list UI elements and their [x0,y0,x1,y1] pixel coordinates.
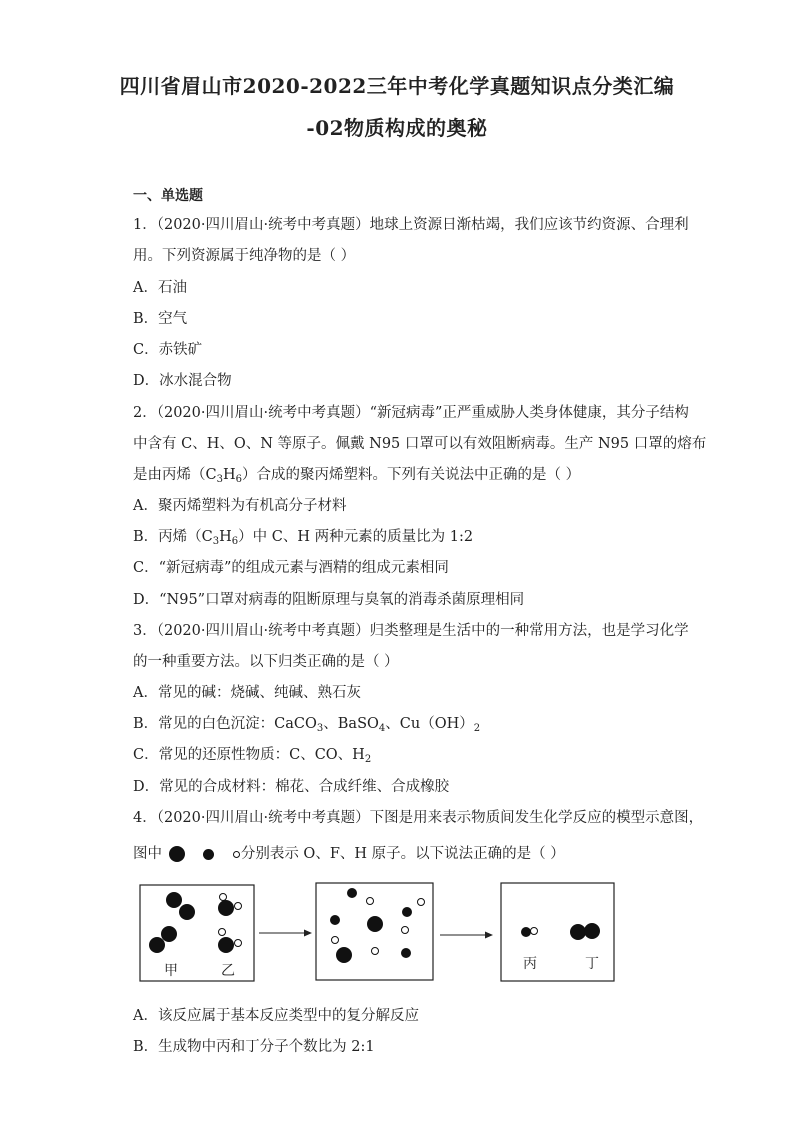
q2-option-a: A．聚丙烯塑料为有机高分子材料 [133,498,347,514]
q3-option-a: A．常见的碱：烧碱、纯碱、熟石灰 [133,685,361,701]
oxygen-atom [570,924,586,940]
hydrogen-atom [235,940,242,947]
intermediate-box [316,883,433,980]
q2-option-d: D．“N95”口罩对病毒的阻断原理与臭氧的消毒杀菌原理相同 [133,592,525,608]
q2-option-c: C．“新冠病毒”的组成元素与酒精的组成元素相同 [133,560,449,576]
oxygen-atom [161,926,177,942]
q2-stem-line1: 2．（2020·四川眉山·统考中考真题）“新冠病毒”正严重威胁人类身体健康，其分子结构 [133,405,689,421]
fluorine-atom [330,915,340,925]
reactant-jia-molecules [149,892,195,953]
q4-option-b: B．生成物中丙和丁分子个数比为 2:1 [133,1039,375,1055]
q4-stem-line2: 图中 分别表示 O、F、H 原子。以下说法正确的是（ ） [133,846,565,862]
q4-stem-line1: 4．（2020·四川眉山·统考中考真题）下图是用来表示物质间发生化学反应的模型示意图， [133,810,704,826]
products-box [501,883,614,981]
q1-option-c: C．赤铁矿 [133,342,203,358]
reactants-box [140,885,254,981]
fluorine-atom [402,907,412,917]
q1-option-b: B．空气 [133,311,188,327]
q1-stem-line2: 用。下列资源属于纯净物的是（ ） [133,248,356,264]
fluorine-atom [521,927,531,937]
q1-option-a: A．石油 [133,280,187,296]
hydrogen-atom [219,929,226,936]
hydrogen-atom-legend-icon [233,851,240,858]
q3-option-d: D．常见的合成材料：棉花、合成纤维、合成橡胶 [133,779,450,795]
q1-stem-line1: 1．（2020·四川眉山·统考中考真题）地球上资源日渐枯竭，我们应该节约资源、合理利 [133,217,689,233]
q3-option-b: B．常见的白色沉淀：CaCO$_3$、BaSO$_4$、$Cu(OH)_2$ [133,716,481,734]
oxygen-atom [218,937,234,953]
hydrogen-atom [235,903,242,910]
hydrogen-atom [367,898,374,905]
oxygen-atom [218,900,234,916]
oxygen-atom [179,904,195,920]
q2-option-b: B．丙烯$(C_3H_6)$中 C、H 两种元素的质量比为 1:2 [133,529,474,547]
oxygen-atom [367,916,383,932]
q2-stem-line3: 是由丙烯$(C_3H_6)$合成的聚丙烯塑料。下列有关说法中正确的是（ ） [133,467,581,485]
label-ding: 丁 [585,956,599,972]
product-ding-molecule [570,923,600,940]
label-bing: 丙 [523,956,537,972]
hydrogen-atom [220,894,227,901]
oxygen-atom [584,923,600,939]
section-heading: 一、单选题 [133,188,203,204]
oxygen-atom [166,892,182,908]
fluorine-atom [347,888,357,898]
oxygen-atom [336,947,352,963]
hydrogen-atom [531,928,538,935]
arrow-head-1 [304,930,312,937]
q3-stem-line2: 的一种重要方法。以下归类正确的是（ ） [133,654,399,670]
q3-stem-line1: 3．（2020·四川眉山·统考中考真题）归类整理是生活中的一种常用方法，也是学习化学 [133,623,689,639]
doc-title-line2: -02物质构成的奥秘 [306,116,488,140]
arrow-head-2 [485,932,493,939]
q1-option-d: D．冰水混合物 [133,373,232,389]
hydrogen-atom [418,899,425,906]
hydrogen-atom [372,948,379,955]
oxygen-atom [149,937,165,953]
q4-option-a: A．该反应属于基本反应类型中的复分解反应 [133,1008,419,1024]
oxygen-atom-legend-icon [169,846,185,862]
intermediate-atoms [330,888,425,963]
label-jia: 甲 [164,963,178,979]
label-yi: 乙 [221,963,235,979]
q2-stem-line2: 中含有 C、H、O、N 等原子。佩戴 N95 口罩可以有效阻断病毒。生产 N95 口罩的熔布 [133,436,707,452]
doc-title-line1: 四川省眉山市2020-2022三年中考化学真题知识点分类汇编 [119,74,675,98]
q3-option-c: C．常见的还原性物质：C、CO、$H_2$ [133,747,372,765]
product-bing-molecule [521,927,538,937]
fluorine-atom-legend-icon [203,849,214,860]
fluorine-atom [401,948,411,958]
hydrogen-atom [332,937,339,944]
hydrogen-atom [402,927,409,934]
reactant-yi-molecules [218,894,242,954]
